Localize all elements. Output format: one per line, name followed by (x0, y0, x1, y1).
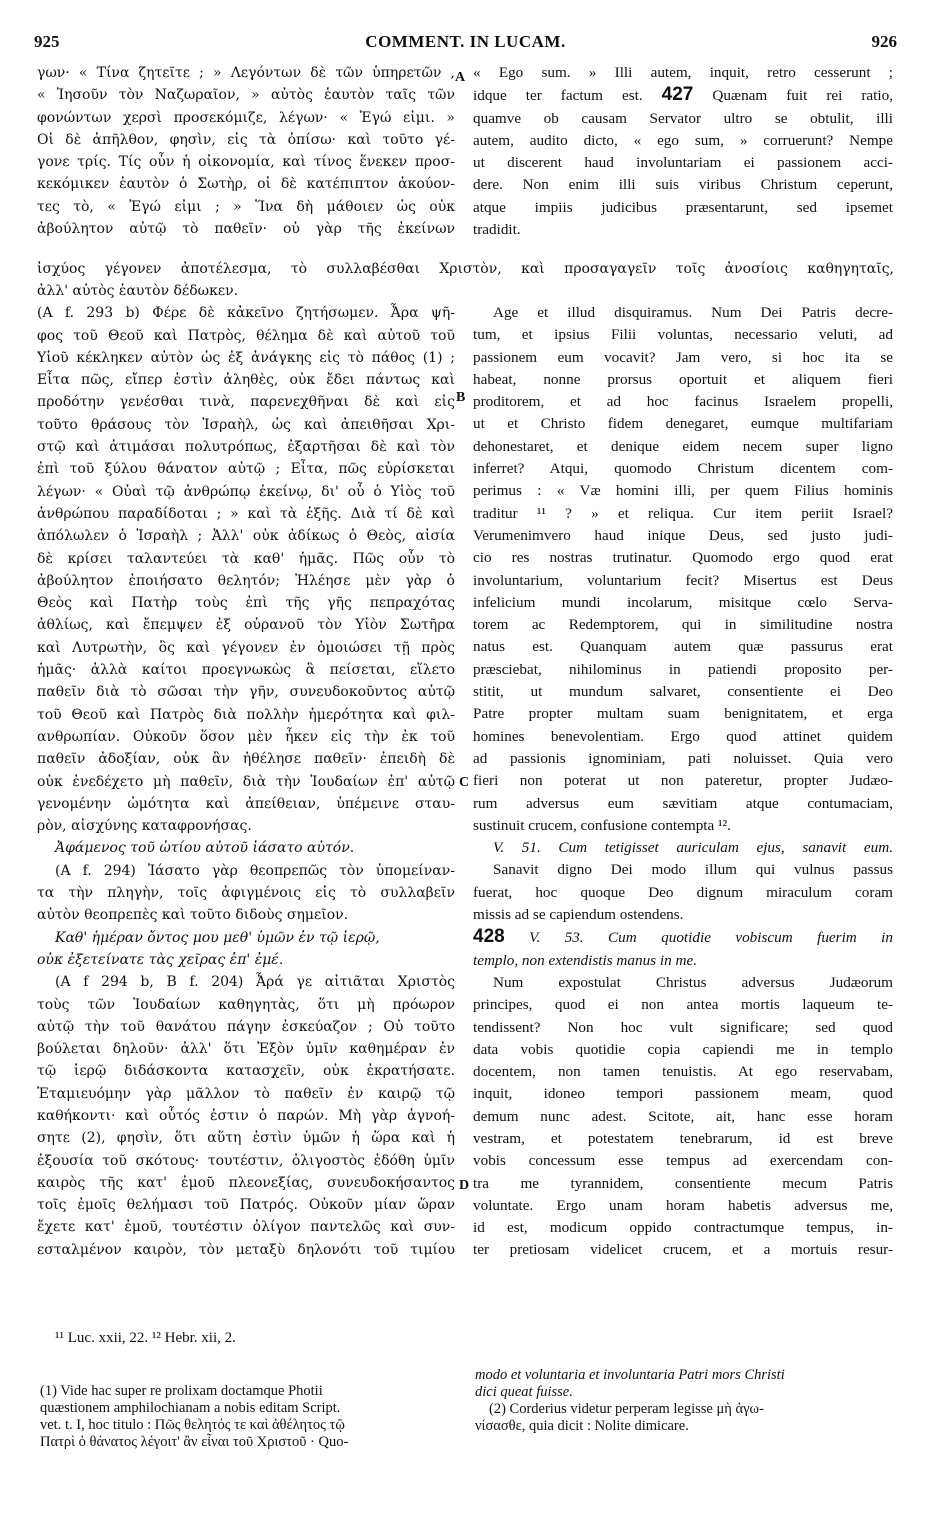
page-number-right: 926 (871, 32, 897, 51)
greek-line: παθεῖν διὰ τὸ σῶσαι τὴν γῆν, συνευδοκοῦντος αὐτῷ (37, 684, 455, 701)
greek-lemma-heading: Ἀφάμενος τοῦ ὠτίου αὐτοῦ ἰάσατο αὐτόν. (55, 840, 355, 857)
section-number-427: 427 (661, 84, 694, 106)
latin-line: infelicium mundi incolarum, misitque cœlo Serva- (473, 593, 893, 611)
greek-line: γων· « Τίνα ζητεῖτε ; » Λεγόντων δὲ τῶν ὑπηρετῶν , (37, 65, 455, 81)
greek-line: ἀνθρώπου παραδίδοται ; » καὶ τὰ ἑξῆς. Διὰ τί δὲ καὶ (37, 505, 455, 522)
latin-line: atque impiis judicibus præsentarunt, sed ipsemet (473, 198, 893, 216)
latin-line: voluntate. Ergo unam horam habetis adversus me, (473, 1196, 893, 1214)
greek-line: σητε (2), φησὶν, ὅτι αὕτη ἐστὶν ὑμῶν ἡ ὥρα καὶ ἡ (37, 1130, 455, 1147)
latin-lemma-heading: templo, non extendistis manus in me. (473, 951, 697, 969)
latin-line: torem ac Redemptorem, qui in similitudine nostra (473, 616, 893, 634)
greek-line: Ἐταμιευόμην γὰρ μᾶλλον τὸ παθεῖν ἐν καιρῷ τῷ (37, 1085, 455, 1102)
latin-column-top (473, 62, 893, 241)
page-number-left: 925 (34, 32, 60, 51)
footnote-line: modo et voluntaria et involuntaria Patri mors Christi (475, 1367, 785, 1383)
latin-lemma-heading: V. 51. Cum tetigisset auriculam ejus, sanavit eum. (493, 839, 893, 857)
greek-line: φονώντων χερσὶ προσεκόμιζε, λέγων· « Ἐγώ εἰμι. » (37, 109, 455, 126)
latin-line: tradidit. (473, 221, 521, 239)
latin-line: principes, quod ei non antea mortis laqueum te- (473, 996, 893, 1014)
latin-line: dere. Non enim illi suis viribus Christum ceperunt, (473, 176, 893, 194)
latin-line: inferret? Atqui, quomodo Christum dicentem com- (473, 460, 893, 478)
latin-line: dehonestaret, et denique eidem necem super ligno (473, 437, 893, 455)
greek-line: βούλεται δηλοῦν· ἀλλ' ὅτι Ἐξὸν ὑμῖν καθημέραν ἐν (37, 1041, 455, 1058)
latin-line: Verumenimvero haud inique Deus, sed justo judi- (473, 526, 893, 544)
greek-line: ἀβούλητον αὐτῷ τὸ παθεῖν· οὐ γὰρ τῆς ἐκείνων (37, 221, 455, 238)
greek-line: αὐτὸν θεοπρεπὲς καὶ τοῦτο διδοὺς σημεῖον. (37, 907, 349, 924)
latin-line: vestram, et potestatem tenebrarum, id est breve (473, 1129, 893, 1147)
greek-line: τοῖς ἐμοῖς θελήμασι τοῦ Πατρός. Οὐκοῦν μίαν ὥραν (37, 1197, 455, 1214)
latin-line: Patre propter multam suam benignitatem, et erga (473, 705, 893, 723)
latin-line: tendissent? Non hoc vult significare; sed quod (473, 1018, 893, 1036)
footnote-line: Πατρὶ ὁ θάνατος λέγοιτ' ἂν εἶναι τοῦ Χριστοῦ · Quo- (40, 1434, 349, 1450)
latin-line: natus est. Quanquam autem quæ passurus erat (473, 638, 893, 656)
latin-line: ter pretiosam videlicet crucem, et a mortuis resur- (473, 1241, 893, 1259)
greek-line: (A f. 293 b) Φέρε δὲ κἀκεῖνο ζητήσωμεν. Ἆρα ψῆ- (37, 305, 455, 322)
latin-line: quamve ob causam Servator ultro se obtulit, illi (473, 109, 893, 127)
footnote-line: (2) Corderius videtur perperam legisse μὴ ἀγω- (489, 1401, 764, 1417)
greek-line: καὶ Λυτρωτὴν, ὃς καὶ γέγονεν ἐν ὁμοιώσει τῇ πρὸς (37, 639, 455, 656)
latin-line: homines benevolentiam. Ergo quod attinet quidem (473, 727, 893, 745)
scripture-references: ¹¹ Luc. xxii, 22. ¹² Hebr. xii, 2. (55, 1330, 236, 1346)
greek-line: οὐκ ἐνεδέχετο μὴ παθεῖν, διὰ τὴν Ἰουδαίων ἐπ' αὐτῷ (37, 773, 455, 790)
greek-line: γενομένην ὠμότητα καὶ ἀπείθειαν, ὑπέμεινε σταυ- (37, 795, 455, 812)
greek-line: κεκόμικεν ἑαυτὸν ὁ Σωτὴρ, οἱ δὲ κατέπιπτον ἀκούον- (37, 176, 455, 193)
greek-line: ανθρωπίαν. Οὐκοῦν ὅσον μὲν ἧκεν εἰς τὴν ἐκ τοῦ (37, 728, 455, 745)
latin-line: Age et illud disquiramus. Num Dei Patris decre- (493, 304, 893, 321)
latin-line: ut discerent haud involuntariam ei passionem acci- (473, 154, 893, 172)
latin-line: passionem eum vocavit? Jam vero, si hoc ita se (473, 348, 893, 366)
latin-line: stitit, ut mundum salvaret, consentiente ei Deo (473, 683, 893, 701)
greek-line: εσταλμένον καιρὸν, τὸν μεταξὺ δηλονότι τοῦ τιμίου (37, 1241, 455, 1258)
running-title: COMMENT. IN LUCAM. (365, 32, 566, 51)
greek-line: Θεὸς καὶ Πατὴρ τοὺς ἐπὶ τῆς γῆς πεπραχότας (37, 595, 455, 612)
latin-column-main (473, 302, 893, 1262)
latin-line: « Ego sum. » Illi autem, inquit, retro cesserunt ; (473, 64, 893, 81)
latin-line: Num expostulat Christus adversus Judæorum (493, 973, 893, 991)
latin-line: id est, modicum oppido contractumque tempus, in- (473, 1219, 893, 1237)
latin-line: missis ad se capiendum ostendens. (473, 906, 684, 924)
footnotes-left (40, 1383, 460, 1451)
section-number-428: 428 (473, 926, 505, 948)
latin-line: cio res nostras trutinatur. Quomodo ergo quod erat (473, 549, 893, 567)
greek-line: λέγων· « Οὐαὶ τῷ ἀνθρώπῳ ἐκείνῳ, δι' οὗ ὁ Υἱὸς τοῦ (37, 483, 455, 500)
greek-line: τοῦ Θεοῦ καὶ Πατρὸς διὰ πολλὴν ἡμερότητα καὶ φιλ- (37, 706, 455, 723)
latin-line: involuntarium, voluntarium fecit? Misertus est Deus (473, 571, 893, 589)
latin-line: tum, et ipsius Filii voluntas, necessario veluti, ad (473, 326, 893, 344)
greek-line: (A f 294 b, B f. 204) Ἆρά γε αἰτιᾶται Χριστὸς (55, 974, 455, 991)
greek-column-main (37, 280, 455, 1261)
greek-line: Οἱ δὲ ἀπῆλθον, φησὶν, εἰς τὰ ὀπίσω· καὶ τοῦτο γέ- (37, 131, 455, 148)
greek-line: ἔχετε κατ' ἐμοῦ, τουτέστιν ὀλίγον παντελῶς καὶ συν- (37, 1219, 455, 1236)
margin-marker-b: B (456, 390, 466, 405)
latin-line: perimus : « Væ homini illi, per quem Filius hominis (473, 482, 893, 500)
greek-line: ἀλλ' αὐτὸς ἑαυτὸν δέδωκεν. (37, 283, 239, 299)
latin-line: idque ter factum est. 427 Quænam fuit rei ratio, (473, 84, 893, 106)
footnote-line: (1) Vide hac super re prolixam doctamque Photii (40, 1383, 323, 1399)
footnote-line: νίσασθε, quia dicit : Nolite dimicare. (475, 1418, 689, 1434)
greek-lemma-heading: Καθ' ἡμέραν ὄντος μου μεθ' ὑμῶν ἐν τῷ ἱερῷ, (55, 929, 380, 946)
latin-line: tra me tyrannidem, consentiente mecum Patris (473, 1174, 893, 1192)
latin-line: fuerat, hoc quoque Deo dignum miraculum coram (473, 883, 893, 901)
footnote-line: dici queat fuisse. (475, 1384, 573, 1400)
greek-line: ἀβούλητον ἐποιήσατο θελητόν; Ἠλέησε μὲν γὰρ ὁ (37, 572, 455, 589)
margin-marker-a: A (455, 70, 466, 85)
greek-line: τῷ ἱερῷ διδάσκοντα κατασχεῖν, οὐκ ἐκρατήσατε. (37, 1063, 455, 1080)
greek-line: Εἶτα πῶς, εἴπερ ἐστὶν ἀληθὲς, οὐκ ἔδει πάντως καὶ (37, 372, 455, 389)
greek-line: γονε τρίς. Τίς οὖν ἡ οἰκονομία, καὶ τίνος ἕνεκεν προσ- (37, 154, 455, 171)
greek-line: αὐτῷ τὴν τοῦ θανάτου πάγην ἐσκεύαζον ; Οὐ τοῦτο (37, 1018, 455, 1035)
greek-line: (A f. 294) Ἰάσατο γὰρ θεοπρεπῶς τὸν ὑπομείναν- (55, 862, 455, 879)
greek-line: ἐξουσία τοῦ σκότους· τουτέστιν, ὀλιγοστὸς ἐδόθη ὑμῖν (37, 1152, 455, 1169)
greek-line: στῷ καὶ ἀτιμάσαι πολυτρόπως, ἐξαρτῆσαι δὲ καὶ τὸν (37, 439, 455, 456)
latin-line: præsciebat, nihilominus in patiendi proposito per- (473, 660, 893, 678)
latin-line: rum adversus eum sævitiam atque contumaciam, (473, 794, 893, 812)
footnote-line: quæstionem amphilochianam a nobis editam Script. (40, 1400, 341, 1416)
footnote-line: vet. t. I, hoc titulo : Πῶς θελητός τε καὶ ἀθέλητος τῷ (40, 1417, 345, 1433)
greek-line: « Ἰησοῦν τὸν Ναζωραῖον, » αὐτὸς ἑαυτὸν ταῖς τῶν (37, 87, 455, 104)
latin-line: demum nunc adest. Scitote, ait, hanc esse horam (473, 1107, 893, 1125)
greek-line: ἀπόλωλεν ὁ Ἰσραὴλ ; Ἀλλ' οὐκ ἀδίκως ὁ Θεὸς, αἰσία (37, 528, 455, 545)
greek-line: Υἱοῦ κέκληκεν αὐτὸν ὡς ἐξ ἀνάγκης εἰς τὸ πάθος (1) ; (37, 349, 455, 366)
margin-marker-d: D (459, 1178, 470, 1193)
page-header (34, 32, 897, 56)
latin-line: Sanavit digno Dei modo illum qui vulnus passus (493, 861, 893, 879)
greek-line: τοῦτο θράσους τὸν Ἰσραὴλ, ὡς καὶ ἀπειθῆσαι Χρι- (37, 416, 455, 433)
latin-line: inquit, idoneo tempori passionem meam, quod (473, 1085, 893, 1103)
greek-line: ρὸν, αἰσχύνης καταφρονήσας. (37, 818, 252, 835)
latin-line: vobis concessum esse tempus ad exercendam con- (473, 1152, 893, 1170)
greek-line: τες τὸ, « Ἐγώ εἰμι ; » Ἵνα δὴ μάθοιεν ὡς οὐκ (37, 198, 455, 215)
latin-line: autem, audito dicto, « ego sum, » corruerunt? Nempe (473, 131, 893, 149)
latin-line: habeat, nonne prorsus oportuit et aliquem fieri (473, 370, 893, 388)
greek-line: προδότην γενέσθαι τινὰ, παρενεχθῆναι δὲ καὶ εἰς (37, 394, 455, 411)
greek-spanning-line: ἰσχύος γέγονεν ἀποτέλεσμα, τὸ συλλαβέσθαι Χριστὸν, καὶ προσαγαγεῖν τοῖς ἀνοσίοις καθηγηταῖς, (37, 261, 894, 277)
latin-line: data vobis quotidie copia capiendi me in templo (473, 1040, 893, 1058)
greek-lemma-heading: οὐκ ἐξετείνατε τὰς χεῖρας ἐπ' ἐμέ. (37, 951, 284, 968)
latin-line: fieri non poterat ut non pateretur, propter Judæo- (473, 772, 893, 790)
greek-line: ἀθλίως, καὶ ἔπεμψεν ἐξ οὐρανοῦ τὸν Υἱὸν Σωτῆρα (37, 617, 455, 634)
greek-column-top (37, 62, 455, 240)
greek-line: ἐπὶ τοῦ ξύλου θάνατον αὐτῷ ; Εἶτα, πῶς εὑρίσκεται (37, 461, 455, 478)
greek-line: φος τοῦ Θεοῦ καὶ Πατρὸς, θέλημα δὲ καὶ αὐτοῦ τοῦ (37, 327, 455, 344)
latin-line: ut et Christo fidem denegaret, eumque multifariam (473, 415, 893, 433)
greek-line: ἡμᾶς· ἀλλὰ καίτοι προεγνωκὼς ἃ πείσεται, εἵλετο (37, 662, 455, 679)
margin-marker-c: C (459, 775, 470, 790)
latin-line: traditur ¹¹ ? » et reliqua. Cur item periit Israel? (473, 504, 893, 522)
latin-line: proditorem, et ad hoc facinus Israelem propelli, (473, 393, 893, 411)
greek-line: δὲ κρίσει ταλαντεύει τὰ καθ' ἡμᾶς. Πῶς οὖν τὸ (37, 550, 455, 567)
greek-line: καιρὸς τῆς κατ' ἐμοῦ πλεονεξίας, συνευδοκήσαντος (37, 1174, 455, 1191)
footnotes-right (475, 1367, 895, 1435)
latin-line: ad passionis ignominiam, pati noluisset. Quia vero (473, 749, 893, 767)
latin-lemma-heading: 428 V. 53. Cum quotidie vobiscum fuerim in (473, 926, 893, 948)
greek-line: τα τὴν πληγὴν, τοῖς ἀφιγμένοις εἰς τὸ συλλαβεῖν (37, 885, 455, 902)
greek-line: τοὺς τῶν Ἰουδαίων καθηγητὰς, ὅτι μὴ πρόωρον (37, 996, 455, 1013)
latin-line: docentem, non tamen tenuistis. At ego reservabam, (473, 1063, 893, 1081)
greek-line: καθήκοντι· καὶ οὗτός ἐστιν ὁ παρών. Μὴ γὰρ ἀγνοή- (37, 1107, 455, 1124)
greek-line: παθεῖν ἀδοξίαν, οὐκ ἂν ἠθέλησε παθεῖν· ἐπειδὴ δὲ (37, 751, 455, 768)
latin-line: sustinuit crucem, confusione contempta ¹². (473, 816, 731, 834)
